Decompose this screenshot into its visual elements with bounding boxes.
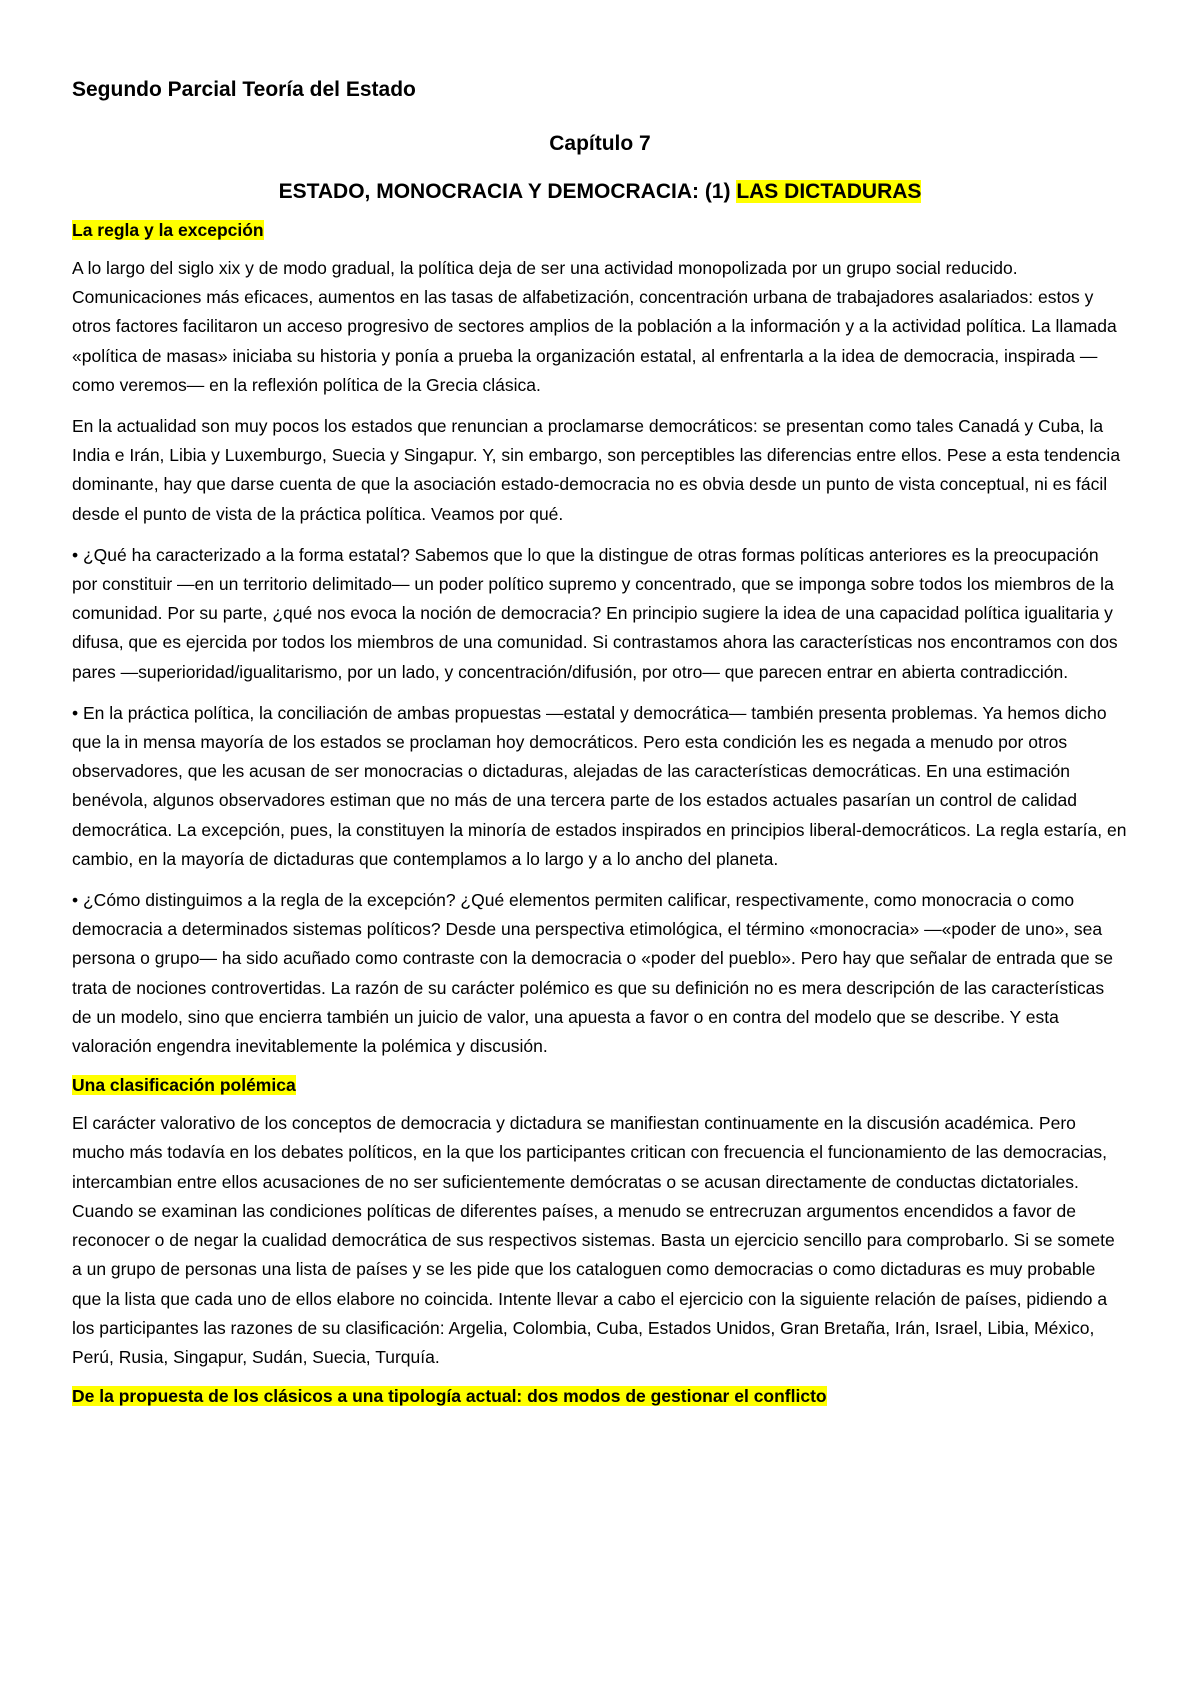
section-heading-text: De la propuesta de los clásicos a una tipología actual: dos modos de gestionar el conflicto: [72, 1386, 827, 1407]
paragraph: A lo largo del siglo xix y de modo gradual, la política deja de ser una actividad monopolizada por un grupo social reducido. Comunicaciones más eficaces, aumentos en las tasas de alfabetización, concentración urbana de trabajadores asalariados: estos y otros factores facilitaron un acceso progresivo de sectores amplios de la población a la información y a la actividad política. La llamada «política de masas» iniciaba su historia y ponía a prueba la organización estatal, al enfrentarla a la idea de democracia, inspirada —como veremos— en la reflexión política de la Grecia clásica.: [72, 258, 1117, 395]
bullet-paragraph: • En la práctica política, la conciliación de ambas propuestas —estatal y democrática— también presenta problemas. Ya hemos dicho que la in mensa mayoría de los estados se proclaman hoy democráticos. Pero esta condición les es negada a menudo por otros observadores, que les acusan de ser monocracias o dictaduras, alejadas de las características democráticas. En una estimación benévola, algunos observadores estiman que no más de una tercera parte de los estados actuales pasarían un control de calidad democrática. La excepción, pues, la constituyen la minoría de estados inspirados en principios liberal-democráticos. La regla estaría, en cambio, en la mayoría de dictaduras que contemplamos a lo largo y a lo ancho del planeta.: [72, 702, 1127, 869]
section-heading-text: La regla y la excepción: [72, 220, 264, 240]
chapter-title: [72, 178, 1128, 206]
bullet-paragraph: • ¿Qué ha caracterizado a la forma estatal? Sabemos que lo que la distingue de otras formas políticas anteriores es la preocupación por constituir —en un territorio delimitado— un poder político supremo y concentrado, que se imponga sobre todos los miembros de la comunidad. Por su parte, ¿qué nos evoca la noción de democracia? En principio sugiere la idea de una capacidad política igualitaria y difusa, que es ejercida por todos los miembros de una comunidad. Si contrastamos ahora las características nos encontramos con dos pares —superioridad/igualitarismo, por un lado, y concentración/difusión, por otro— que parecen entrar en abierta contradicción.: [72, 544, 1118, 682]
bullet-paragraph: • ¿Cómo distinguimos a la regla de la excepción? ¿Qué elementos permiten calificar, respectivamente, como monocracia o como democracia a determinados sistemas políticos? Desde una perspectiva etimológica, el término «monocracia» —«poder de uno», sea persona o grupo— ha sido acuñado como contraste con la democracia o «poder del pueblo». Pero hay que señalar de entrada que se trata de nociones controvertidas. La razón de su carácter polémico es que su definición no es mera descripción de las características de un modelo, sino que encierra también un juicio de valor, una apuesta a favor o en contra del modelo que se describe. Y esta valoración engendra inevitablemente la polémica y discusión.: [72, 890, 1113, 1057]
paragraph: El carácter valorativo de los conceptos de democracia y dictadura se manifiestan continuamente en la discusión académica. Pero mucho más todavía en los debates políticos, en la que los participantes critican con frecuencia el funcionamiento de las democracias, intercambian entre ellos acusaciones de no ser suficientemente demócratas o se acusan directamente de conductas dictatoriales. Cuando se examinan las condiciones políticas de diferentes países, a menudo se entrecruzan argumentos encendidos a favor de reconocer o de negar la cualidad democrática de sus respectivos sistemas. Basta un ejercicio sencillo para comprobarlo. Si se somete a un grupo de personas una lista de países y se les pide que los cataloguen como democracias o como dictaduras es muy probable que la lista que cada uno de ellos elabore no coincida. Intente llevar a cabo el ejercicio con la siguiente relación de países, pidiendo a los participantes las razones de su clasificación: Argelia, Colombia, Cuba, Estados Unidos, Gran Bretaña, Irán, Israel, Libia, México, Perú, Rusia, Singapur, Sudán, Suecia, Turquía.: [72, 1113, 1115, 1367]
section-heading-text: Una clasificación polémica: [72, 1075, 296, 1096]
chapter-title-main: ESTADO, MONOCRACIA Y DEMOCRACIA: (1): [278, 180, 737, 203]
paragraph: En la actualidad son muy pocos los estados que renuncian a proclamarse democráticos: se presentan como tales Canadá y Cuba, la India e Irán, Libia y Luxemburgo, Suecia y Singapur. Y, sin embargo, son perceptibles las diferencias entre ellos. Pese a esta tendencia dominante, hay que darse cuenta de que la asociación estado-democracia no es obvia desde un punto de vista conceptual, ni es fácil desde el punto de vista de la práctica política. Veamos por qué.: [72, 416, 1121, 524]
chapter-number: Capítulo 7: [549, 132, 651, 155]
section-heading-la-regla: [72, 218, 1128, 242]
chapter-title-highlight: LAS DICTADURAS: [736, 180, 922, 203]
section-heading-propuesta-clasicos: [72, 1384, 1128, 1408]
section-heading-clasificacion: [72, 1073, 1128, 1097]
document-title: Segundo Parcial Teoría del Estado: [72, 78, 416, 101]
